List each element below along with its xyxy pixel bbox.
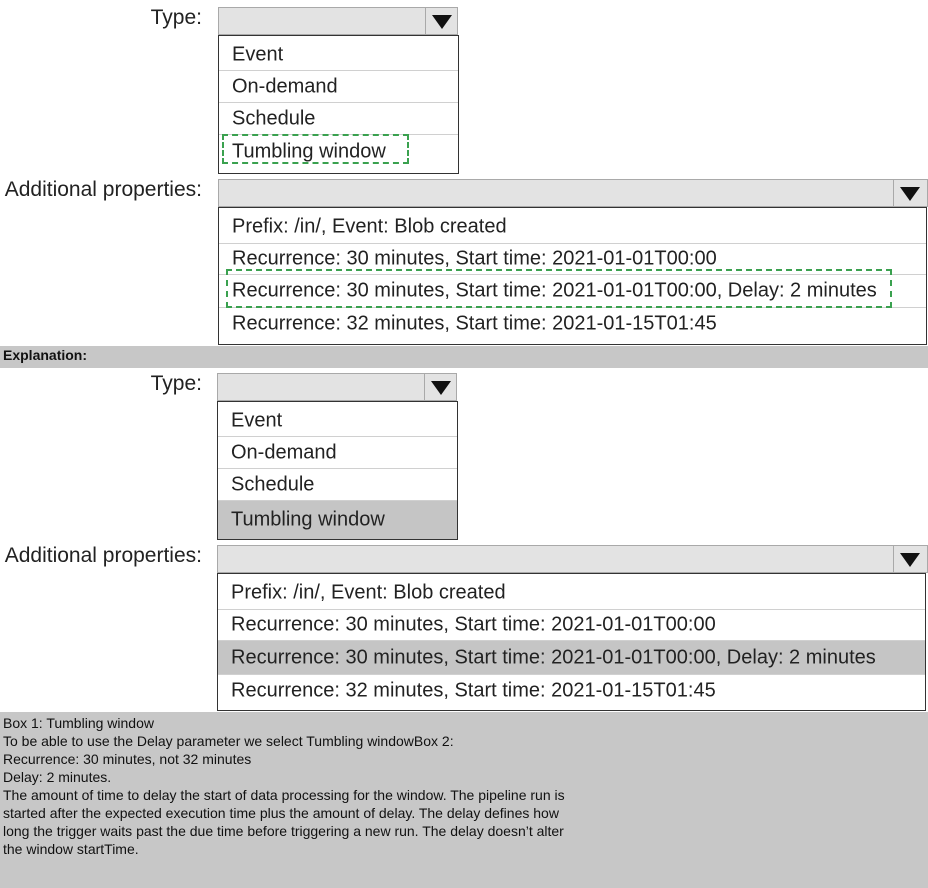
- type-options-list: [218, 35, 459, 174]
- type-option-label: Event: [232, 43, 284, 65]
- chevron-down-icon[interactable]: [893, 180, 925, 206]
- props-option-2[interactable]: [218, 610, 925, 641]
- chevron-down-icon[interactable]: [893, 546, 925, 572]
- props-option-3-selected[interactable]: [218, 641, 925, 675]
- props-option-1[interactable]: [219, 211, 926, 244]
- props-option-label: Recurrence: 30 minutes, Start time: 2021-01-01T00:00: [232, 247, 717, 270]
- props-option-3[interactable]: [219, 275, 926, 308]
- props-option-4[interactable]: [218, 675, 925, 706]
- type-option-label: Tumbling window: [232, 140, 386, 163]
- props-option-label: Recurrence: 32 minutes, Start time: 2021-01-15T01:45: [232, 312, 717, 335]
- chevron-down-icon[interactable]: [425, 8, 457, 34]
- type-option-label: Schedule: [232, 107, 316, 129]
- explanation-heading-band: [0, 346, 928, 368]
- type-option-schedule[interactable]: [218, 469, 457, 501]
- type-option-event[interactable]: [218, 405, 457, 437]
- type-option-event[interactable]: [219, 39, 458, 71]
- props-option-label: Recurrence: 30 minutes, Start time: 2021-01-01T00:00: [231, 613, 716, 636]
- type-option-label: Schedule: [231, 473, 315, 495]
- props-options-list-answer: [217, 573, 926, 711]
- props-option-label: Prefix: /in/, Event: Blob created: [231, 581, 506, 604]
- type-option-schedule[interactable]: [219, 103, 458, 135]
- props-option-label: Prefix: /in/, Event: Blob created: [232, 215, 507, 238]
- type-option-on-demand[interactable]: [218, 437, 457, 469]
- props-option-2[interactable]: [219, 244, 926, 275]
- props-option-label: Recurrence: 30 minutes, Start time: 2021-01-01T00:00, Delay: 2 minutes: [231, 646, 876, 668]
- type-option-on-demand[interactable]: [219, 71, 458, 103]
- props-label: Additional properties:: [4, 178, 202, 201]
- props-option-label: Recurrence: 32 minutes, Start time: 2021-01-15T01:45: [231, 679, 716, 701]
- explanation-text-band: [0, 712, 928, 888]
- type-label: Type:: [150, 6, 202, 29]
- explanation-heading: Explanation:: [3, 347, 88, 363]
- explanation-line: Delay: 2 minutes.: [3, 769, 112, 785]
- props-option-label: Recurrence: 30 minutes, Start time: 2021-01-01T00:00, Delay: 2 minutes: [232, 279, 877, 302]
- explanation-line: Recurrence: 30 minutes, not 32 minutes: [3, 751, 252, 767]
- props-label: Additional properties:: [4, 544, 202, 567]
- props-dropdown-answer[interactable]: [217, 545, 928, 573]
- type-option-tumbling-window-selected[interactable]: [218, 501, 457, 539]
- type-options-list-answer: [217, 401, 458, 540]
- explanation-line: the window startTime.: [3, 841, 139, 857]
- chevron-down-icon[interactable]: [424, 374, 456, 400]
- props-options-list: [218, 207, 927, 345]
- type-option-label: On-demand: [232, 75, 338, 97]
- props-dropdown[interactable]: [218, 179, 928, 207]
- explanation-line: Box 1: Tumbling window: [3, 715, 154, 731]
- type-dropdown-answer[interactable]: [217, 373, 457, 401]
- explanation-line: To be able to use the Delay parameter we select Tumbling windowBox 2:: [3, 733, 454, 749]
- props-option-4[interactable]: [219, 308, 926, 340]
- explanation-line: The amount of time to delay the start of data processing for the window. The pipeline run is: [3, 787, 565, 803]
- explanation-line: long the trigger waits past the due time before triggering a new run. The delay doesn’t alter: [3, 823, 564, 839]
- type-option-label: On-demand: [231, 441, 337, 463]
- props-option-1[interactable]: [218, 577, 925, 610]
- explanation-line: started after the expected execution time plus the amount of delay. The delay defines how: [3, 805, 559, 821]
- type-dropdown[interactable]: [218, 7, 458, 35]
- type-label: Type:: [150, 372, 202, 395]
- type-option-tumbling-window[interactable]: [219, 135, 458, 169]
- type-option-label: Tumbling window: [231, 508, 385, 531]
- type-option-label: Event: [231, 409, 283, 431]
- explanation-text: [3, 714, 565, 858]
